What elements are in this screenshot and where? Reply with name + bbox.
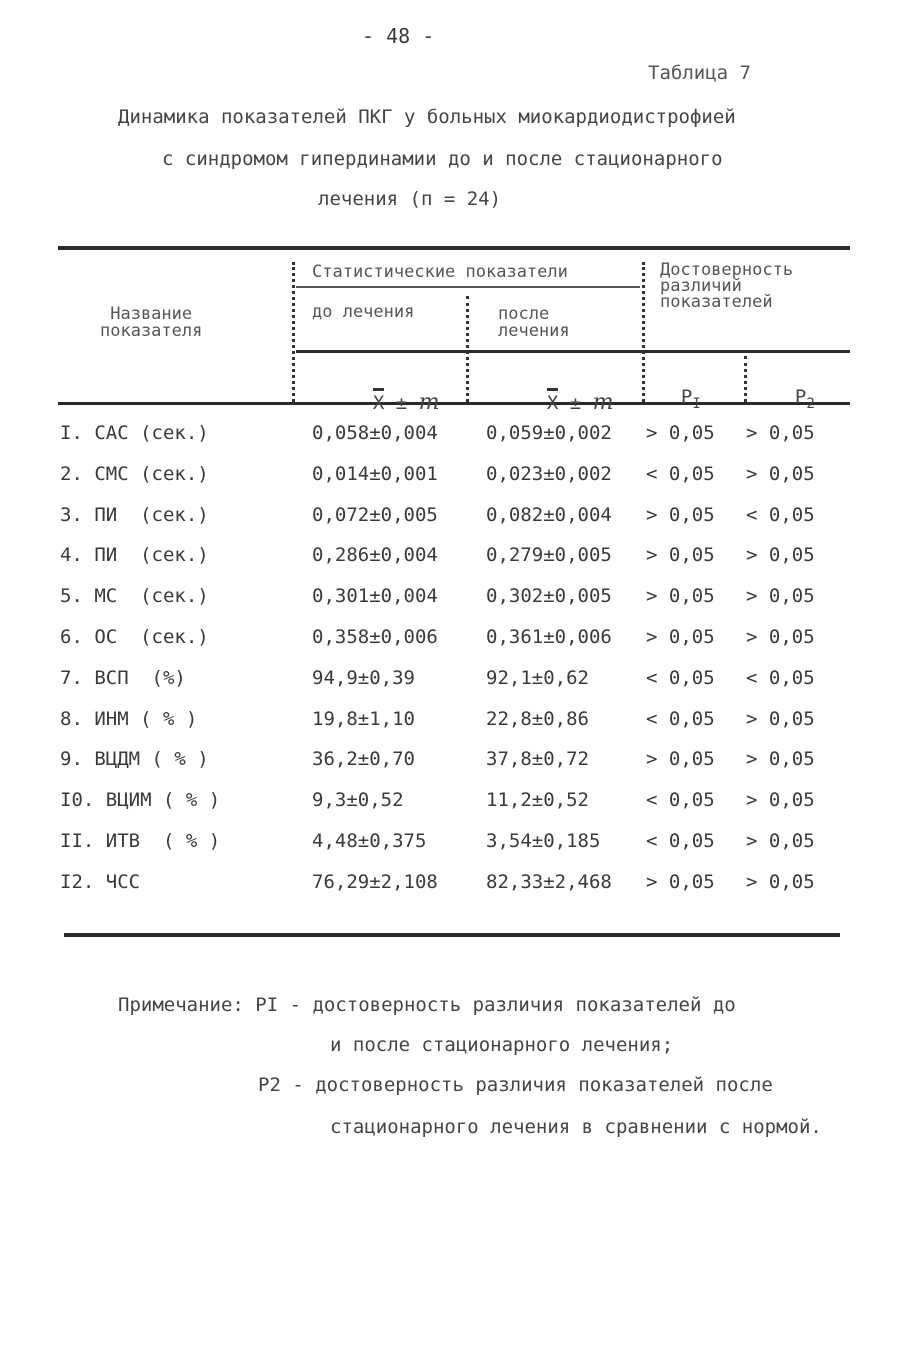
table-row	[0, 422, 916, 462]
p2-value: > 0,05	[746, 789, 815, 812]
note-line-3: P2 - достоверность различия показателей после	[258, 1074, 773, 1096]
row-name: 7. ВСП (%)	[60, 666, 186, 689]
table-title-line-2: с синдромом гипердинамии до и после стационарного	[162, 148, 723, 170]
note-line-1: Примечание: PI - достоверность различия показателей до	[118, 994, 736, 1016]
value-after: 37,8±0,72	[486, 748, 589, 771]
header-subrule	[296, 350, 850, 353]
value-before: 0,072±0,005	[312, 503, 438, 526]
table-row	[0, 504, 916, 544]
plus-minus: ±	[384, 392, 419, 414]
col-separator-4	[744, 356, 747, 402]
p1-value: < 0,05	[646, 707, 715, 730]
p1-value: > 0,05	[646, 422, 715, 444]
value-after: 0,023±0,002	[486, 462, 612, 485]
value-after: 92,1±0,62	[486, 666, 589, 689]
value-before: 0,058±0,004	[312, 422, 438, 444]
row-name: 4. ПИ (сек.)	[60, 544, 209, 567]
p2-value: > 0,05	[746, 870, 815, 893]
table-row	[0, 463, 916, 503]
table-bottom-rule	[64, 933, 840, 937]
m-symbol: m	[418, 390, 440, 415]
p1-value: > 0,05	[646, 748, 715, 771]
header-p1: $P_I$	[680, 386, 701, 412]
table-title-line-3: лечения (п = 24)	[318, 188, 502, 210]
p2-value: < 0,05	[746, 666, 815, 689]
row-name: I0. ВЦИМ ( % )	[60, 789, 221, 812]
table-row	[0, 708, 916, 748]
p2-value: < 0,05	[746, 503, 815, 526]
p1-value: < 0,05	[646, 830, 715, 852]
p1-value: < 0,05	[646, 462, 715, 485]
col-separator-1	[292, 262, 295, 402]
header-bottom-rule	[58, 402, 850, 405]
p2-value: > 0,05	[746, 585, 815, 608]
p2-value: > 0,05	[746, 748, 815, 771]
value-after: 0,279±0,005	[486, 544, 612, 567]
row-name: II. ИТВ ( % )	[60, 830, 221, 852]
p1-value: < 0,05	[646, 666, 715, 689]
table-row	[0, 830, 916, 870]
p2-value: > 0,05	[746, 707, 815, 730]
header-xbar-before	[350, 368, 440, 415]
m-symbol: m	[592, 390, 614, 415]
p1-value: > 0,05	[646, 626, 715, 648]
p2-value: > 0,05	[746, 830, 815, 852]
table-row	[0, 544, 916, 584]
value-after: 0,082±0,004	[486, 503, 612, 526]
p1-value: < 0,05	[646, 789, 715, 812]
note-line-2: и после стационарного лечения;	[330, 1034, 674, 1056]
header-after-treatment: после лечения	[498, 304, 570, 341]
value-before: 9,3±0,52	[312, 789, 404, 812]
row-name: 3. ПИ (сек.)	[60, 503, 209, 526]
table-row	[0, 585, 916, 625]
header-group-rule	[296, 286, 640, 288]
col-separator-3	[642, 262, 645, 402]
value-after: 0,302±0,005	[486, 585, 612, 608]
value-after: 11,2±0,52	[486, 789, 589, 812]
value-before: 0,286±0,004	[312, 544, 438, 567]
value-before: 19,8±1,10	[312, 707, 415, 730]
value-before: 94,9±0,39	[312, 666, 415, 689]
xbar-symbol: X	[546, 392, 559, 414]
value-before: 0,014±0,001	[312, 462, 438, 485]
value-after: 0,059±0,002	[486, 422, 612, 444]
row-name: 2. СМС (сек.)	[60, 462, 209, 485]
header-reliability: Достоверность различий показателей	[660, 260, 794, 312]
p2-value: > 0,05	[746, 422, 815, 444]
value-after: 82,33±2,468	[486, 870, 612, 893]
row-name: I2. ЧСС	[60, 870, 141, 893]
page-number: - 48 -	[362, 24, 435, 48]
value-before: 4,48±0,375	[312, 830, 427, 852]
row-name: 5. МС (сек.)	[60, 585, 209, 608]
row-name: 9. ВЦДМ ( % )	[60, 748, 209, 771]
table-row	[0, 748, 916, 788]
p1-value: > 0,05	[646, 870, 715, 893]
p2-value: > 0,05	[746, 462, 815, 485]
value-after: 3,54±0,185	[486, 830, 601, 852]
p1-value: > 0,05	[646, 503, 715, 526]
header-stats-group: Статистические показатели	[312, 262, 568, 282]
p2-value: > 0,05	[746, 626, 815, 648]
value-before: 0,301±0,004	[312, 585, 438, 608]
p2-value: > 0,05	[746, 544, 815, 567]
header-p2: $P_2$	[794, 386, 815, 412]
value-before: 36,2±0,70	[312, 748, 415, 771]
table-label: Таблица 7	[648, 62, 751, 84]
header-name-column: Название показателя	[100, 304, 203, 341]
row-name: 8. ИНМ ( % )	[60, 707, 198, 730]
table-row	[0, 626, 916, 666]
table-row	[0, 871, 916, 911]
table-row	[0, 667, 916, 707]
note-line-4: стационарного лечения в сравнении с нормой.	[330, 1116, 822, 1138]
xbar-symbol: X	[372, 392, 385, 414]
value-after: 22,8±0,86	[486, 707, 589, 730]
value-before: 76,29±2,108	[312, 870, 438, 893]
p1-value: > 0,05	[646, 544, 715, 567]
header-before-treatment: до лечения	[312, 302, 415, 322]
col-separator-2	[466, 296, 469, 402]
row-name: 6. ОС (сек.)	[60, 626, 209, 648]
value-before: 0,358±0,006	[312, 626, 438, 648]
header-xbar-after	[524, 368, 614, 415]
row-name: I. САС (сек.)	[60, 422, 209, 444]
table-title-line-1: Динамика показателей ПКГ у больных миокардиодистрофией	[118, 106, 736, 128]
value-after: 0,361±0,006	[486, 626, 612, 648]
table-top-rule	[58, 246, 850, 250]
p1-value: > 0,05	[646, 585, 715, 608]
plus-minus: ±	[558, 392, 593, 414]
table-row	[0, 789, 916, 829]
